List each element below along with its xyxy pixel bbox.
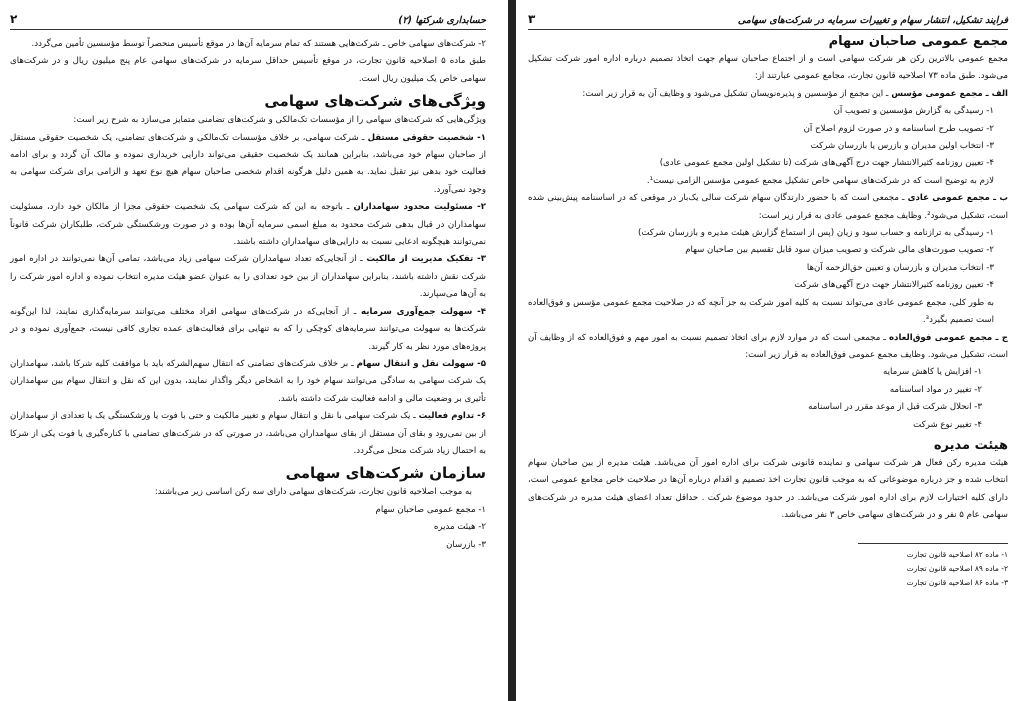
founders-note: لازم به توضیح است که در شرکت‌های سهامی خاص تشکیل مجمع عمومی مؤسس الزامی نیست¹.	[646, 175, 994, 186]
list-item: ۳- انحلال شرکت قبل از موعد مقرر در اساسنامه	[808, 402, 982, 413]
right-running-header	[528, 0, 1008, 30]
item-title: ۴- سهولت جمع‌آوری سرمایه	[361, 306, 486, 317]
item-title: ۵- سهولت نقل و انتقال سهام	[356, 358, 486, 369]
section-heading-board: هیئت مدیره	[933, 437, 1008, 453]
section-heading-assembly: مجمع عمومی صاحبان سهام	[828, 34, 1008, 49]
paragraph: طبق ماده ۵ اصلاحیه قانون تجارت، در موقع تأسیس حداقل سرمایه در شرکت‌های سهامی عام پنج میلیون ریال و در شرکت‌های سهامی خاص یک میلیون ریال است.	[10, 56, 486, 84]
left-header-title: حسابداری شرکتها (۲)	[398, 15, 486, 26]
ordinary-assembly	[528, 190, 1008, 225]
list-item: ۳- انتخاب مدیران و بازرسان و تعیین حق‌الزحمه آن‌ها	[806, 262, 994, 273]
section-heading-features: ویژگی‌های شرکت‌های سهامی	[264, 92, 486, 111]
list-item: ۱- افزایش یا کاهش سرمایه	[883, 367, 982, 378]
footnote: ۳- ماده ۸۶ اصلاحیه قانون تجارت	[906, 577, 1008, 587]
item-title: ۶- تداوم فعالیت	[418, 411, 486, 422]
list-item: ۱- رسیدگی به گزارش مؤسسین و تصویب آن	[833, 106, 994, 117]
left-page-number: ۲	[10, 12, 18, 26]
list-item: ۲- هیئت مدیره	[433, 522, 486, 533]
item-title: ۱- شخصیت حقوقی مستقل	[367, 132, 486, 143]
item-title: ب ـ مجمع عمومی عادی	[907, 193, 1008, 204]
paragraph: ۲- شرکت‌های سهامی خاص ـ شرکت‌هایی هستند که تمام سرمایه آن‌ها در موقع تأسیس منحصراً توسط مؤسسین تأمین می‌گردد.	[31, 39, 486, 49]
list-item	[10, 130, 486, 200]
item-text: ـ از آنجایی‌که تعداد سهامداران شرکت سهامی زیاد می‌باشد، تمامی آن‌ها نمی‌توانند در اداره امور شرکت نقش داشته باشند، بنابراین سهامداران از بین خود تعدادی را به عنوان عضو هیئت مدیره انتخاب نموده و اداره امور شرکت را به آن‌ها می‌سپارند.	[10, 254, 486, 300]
item-text: ـ باتوجه به این که شرکت سهامی یک شخصیت حقوقی مجزا از مالکان خود دارد، مسئولیت سهامداران در قبال بدهی شرکت محدود به مبلغ اسمی سرمایه آن‌ها بوده و در صورت ورشکستگی شرکت، طلبکاران شرکت قانوناً نمی‌توانند هیچگونه ادعایی نسبت به دارایی‌های سهامداران داشته باشند.	[10, 202, 486, 248]
item-title: الف ـ مجمع عمومی مؤسس	[891, 88, 1008, 99]
list-item: ۱- مجمع عمومی صاحبان سهام	[375, 504, 486, 515]
list-item	[10, 304, 486, 356]
list-item: ۳- انتخاب اولین مدیران و بازرس یا بازرسان شرکت	[810, 141, 994, 152]
extraordinary-assembly	[528, 330, 1008, 365]
list-item	[10, 251, 486, 303]
item-text: ـ یک شرکت سهامی با نقل و انتقال سهام و تغییر مالکیت و حتی با فوت یا ورشکستگی یک یا تعدادی از سهامداران از بین نمی‌رود و بقای آن مستقل از بقای سهامداران می‌باشد، در صورتی که در شرکت‌های تضامنی با کناره‌گیری یا فوت یکی از شرکا به احتمال زیاد شرکت منحل می‌گردد.	[10, 411, 486, 456]
item-text: ـ بر خلاف شرکت‌های تضامنی که انتقال سهم‌الشرکه باید با موافقت کلیه شرکا باشد، سهامداران یک شرکت سهامی به سادگی می‌توانند سهام خود را به اشخاص دیگر واگذار نمایند، بدون این که نقل و انتقال سهام بین سهامداران تأثیری بر وضعیت مالی و ادامه فعالیت شرکت داشته باشد.	[10, 358, 486, 404]
item-text: ـ شرکت سهامی، بر خلاف مؤسسات تک‌مالکی و شرکت‌های تضامنی، یک شخصیت حقوقی مستقل از صاحبان سهام خود می‌باشد، بنابراین همانند یک شخصیت حقیقی می‌تواند دارایی خریداری نموده و مالک آن گردد و برای ادامه فعالیت خود بدهی نیز تقبل نماید. به همین دلیل هرگونه اقدام شخصی صاحبان سهام هیچ نوع تعهد و الزامی برای شرکت سهامی به وجود نمی‌آورد.	[10, 132, 486, 195]
item-text: ـ مجمعی است که در موارد لازم برای اتخاذ تصمیم نسبت به امور مهم و فوق‌العاده که از وظایف آن است، تشکیل می‌شود. وظایف مجمع عمومی فوق‌العاده به قرار زیر است:	[528, 332, 1008, 360]
org-intro: به موجب اصلاحیه قانون تجارت، شرکت‌های سهامی دارای سه رکن اساسی زیر می‌باشند:	[154, 487, 472, 498]
left-intro	[10, 36, 486, 88]
list-item	[10, 408, 486, 460]
board-paragraph: هیئت مدیره رکن فعال هر شرکت سهامی و نماینده قانونی شرکت برای اداره امور آن می‌باشد. هیئت مدیره از بین صاحبان سهام انتخاب شده و جز درباره موضوعاتی که به موجب قانون تجارت اخذ تصمیم و اقدام درباره آن‌ها در صلاحیت خاص مجامع عمومی است، دارای کلیه اختیارات لازم برای اداره امور شرکت می‌باشد. در حدود موضوع شرکت . حداقل تعداد اعضای هیئت مدیره در شرکت‌های سهامی عام ۵ نفر و در شرکت‌های سهامی خاص ۳ نفر می‌باشد.	[528, 457, 1008, 521]
list-item	[10, 199, 486, 251]
list-item: ۱- رسیدگی به ترازنامه و حساب سود و زیان (پس از استماع گزارش هیئت مدیره و بازرسان شرکت)	[637, 228, 994, 239]
book-gutter	[508, 0, 516, 701]
item-text: ـ مجمعی است که با حضور دارندگان سهام شرکت سالی یک‌بار در موقعی که در اساسنامه پیش‌بینی شده است، تشکیل می‌شود². وظایف مجمع عمومی عادی به قرار زیر است:	[528, 193, 1008, 221]
list-item: ۲- تغییر در مواد اساسنامه	[889, 384, 982, 395]
list-item: ۴- تغییر نوع شرکت	[913, 419, 982, 430]
founders-assembly	[528, 86, 1008, 103]
list-item: ۴- تعیین روزنامه کثیرالانتشار جهت درج آگهی‌های شرکت (تا تشکیل اولین مجمع عمومی عادی)	[659, 158, 994, 169]
left-running-header	[10, 0, 486, 30]
right-header-title: فرایند تشکیل، انتشار سهام و تغییرات سرمایه در شرکت‌های سهامی	[737, 15, 1008, 26]
list-item	[10, 356, 486, 408]
item-title: ج ـ مجمع عمومی فوق‌العاده	[888, 332, 1008, 343]
list-item: ۲- تصویب طرح اساسنامه و در صورت لزوم اصلاح آن	[803, 123, 994, 134]
list-item: ۴- تعیین روزنامه کثیرالانتشار جهت درج آگهی‌های شرکت	[794, 280, 994, 291]
footnote: ۱- ماده ۸۲ اصلاحیه قانون تجارت	[906, 549, 1008, 559]
ordinary-note: به طور کلی، مجمع عمومی عادی می‌تواند نسبت به کلیه امور شرکت به جز آنچه که در صلاحیت مجمع عمومی مؤسس و فوق‌العاده است تصمیم بگیرد³.	[528, 297, 994, 326]
right-page-number: ۳	[528, 12, 536, 26]
item-title: ۲- مسئولیت محدود سهامداران	[353, 202, 486, 213]
footnote: ۲- ماده ۸۹ اصلاحیه قانون تجارت	[906, 563, 1008, 573]
assembly-intro: مجمع عمومی بالاترین رکن هر شرکت سهامی است و از اجتماع صاحبان سهام جهت اتخاذ تصمیم درباره اداره امور شرکت تشکیل می‌شود. طبق ماده ۷۳ اصلاحیه قانون تجارت، مجامع عمومی عبارتند از:	[528, 54, 1008, 82]
item-text: ـ از آنجایی‌که در شرکت‌های سهامی افراد مختلف می‌توانند سرمایه‌گذاری نمایند، لذا این‌گونه شرکت‌ها به سهولت می‌توانند سرمایه‌های کوچکی را که به تنهایی برای فعالیت‌های عمده تجاری کافی نیست، جمع‌آوری نموده و در پروژه‌های مورد نظر به کار گیرند.	[10, 306, 486, 352]
list-item: ۲- تصویب صورت‌های مالی شرکت و تصویب میزان سود قابل تقسیم بین صاحبان سهام	[685, 245, 994, 256]
list-item: ۳- بازرسان	[446, 539, 486, 550]
item-title: ۳- تفکیک مدیریت از مالکیت	[366, 254, 486, 265]
section-heading-organization: سازمان شرکت‌های سهامی	[285, 464, 486, 483]
features-list	[10, 130, 486, 461]
item-text: ـ این مجمع از مؤسسین و پذیره‌نویسان تشکیل می‌شود و وظایف آن به قرار زیر است:	[582, 88, 892, 99]
features-intro: ویژگی‌هایی که شرکت‌های سهامی را از مؤسسات تک‌مالکی و شرکت‌های تضامنی متمایز می‌سازد به شرح زیر است:	[73, 115, 486, 126]
footnote-divider	[858, 543, 1008, 544]
right-page	[516, 0, 1024, 701]
left-page	[0, 0, 508, 701]
